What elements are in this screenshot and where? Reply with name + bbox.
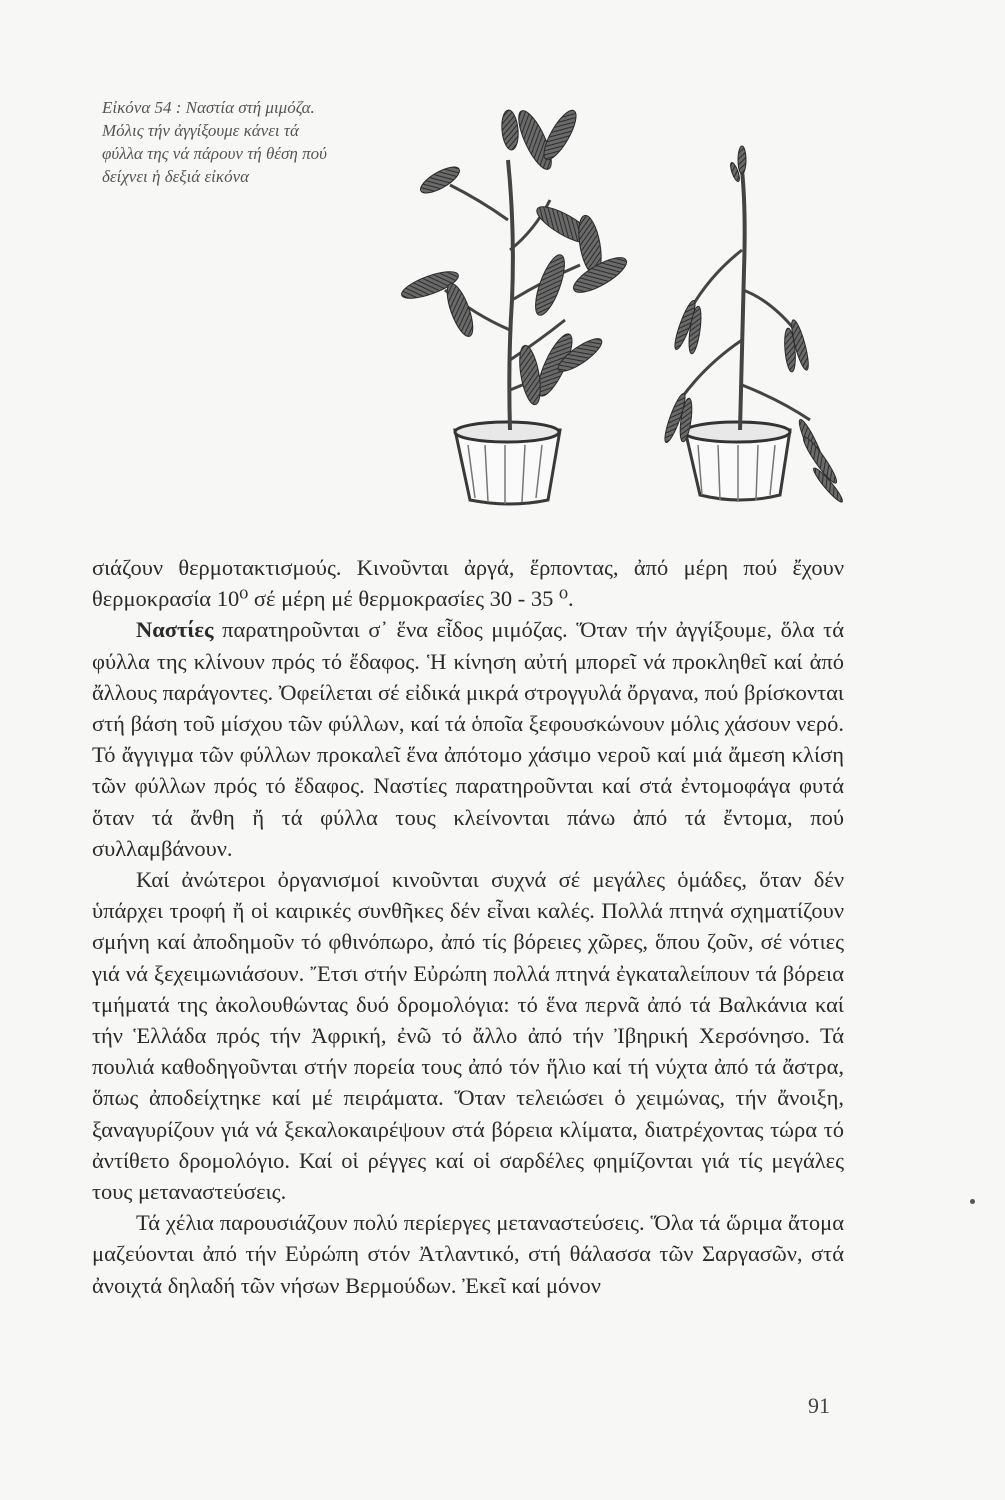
page-number: 91	[808, 1393, 830, 1418]
figure-caption: Εἰκόνα 54 : Ναστία στή μιμόζα. Μόλις τήν ἀγγίξουμε κάνει τά φύλλα της νά πάρουν τή θέση πού δείχνει ἡ δεξιά εἰκόνα	[102, 98, 327, 186]
paragraph-2	[92, 614, 844, 864]
paragraph-2-text: παρατηροῦνται σ᾽ ἕνα εἶδος μιμόζας. Ὅταν τήν ἀγγίξουμε, ὅλα τά φύλλα της κλίνουν πρός τό ἔδαφος. Ἡ κίνηση αὐτή μπορεῖ νά προκληθεῖ καί ἀπό ἄλλους παράγοντες. Ὀφείλεται σέ εἰδικά μικρά στρογγυλά ὄργανα, πού βρίσκονται στή βάση τοῦ μίσχου τῶν φύλλων, καί τά ὁποῖα ξεφουσκώνουν μόλις χάσουν νερό. Τό ἄγγιγμα τῶν φύλλων προκαλεῖ ἕνα ἀπότομο χάσιμο νεροῦ καί μιά ἄμεση κλίση τῶν φύλλων πρός τό ἔδαφος. Ναστίες παρατηροῦνται καί στά ἐντομοφάγα φυτά ὅταν τά ἄνθη ἤ τά φύλλα τους κλείνονται πάνω ἀπό τά ἔντομα, πού συλλαμβάνουν.	[92, 617, 844, 861]
margin-dot-mark	[970, 1199, 975, 1204]
paragraph-4: Τά χέλια παρουσιάζουν πολύ περίεργες μεταναστεύσεις. Ὅλα τά ὥριμα ἄτομα μαζεύονται ἀπό τήν Εὐρώπη στόν Ἀτλαντικό, στή θάλασσα τῶν Σαργασῶν, στά ἀνοιχτά δηλαδή τῶν νήσων Βερμούδων. Ἐκεῖ καί μόνον	[92, 1210, 844, 1298]
mimosa-plant-drawing-icon	[350, 100, 850, 520]
term-nasties: Ναστίες	[136, 617, 214, 643]
body-text	[92, 552, 844, 1301]
paragraph-1: σιάζουν θερμοτακτισμούς. Κινοῦνται ἀργά, ἕρποντας, ἀπό μέρη πού ἔχουν θερμοκρασία 10⁰ σέ μέρη μέ θερμοκρασίες 30 - 35 ⁰.	[92, 555, 844, 612]
paragraph-3: Καί ἀνώτεροι ὀργανισμοί κινοῦνται συχνά σέ μεγάλες ὁμάδες, ὅταν δέν ὑπάρχει τροφή ἤ οἱ καιρικές συνθῆκες δέν εἶναι καλές. Πολλά πτηνά σχηματίζουν σμήνη καί ἀποδημοῦν τό φθινόπωρο, ἀπό τίς βόρειες χῶρες, ὅπου ζοῦν, σέ νότιες γιά νά ξεχειμωνιάσουν. Ἔτσι στήν Εὐρώπη πολλά πτηνά ἐγκαταλείπουν τά βόρεια τμήματά της ἀκολουθώντας δυό δρομολόγια: τό ἕνα περνᾶ ἀπό τά Βαλκάνια καί τήν Ἑλλάδα πρός τήν Ἀφρική, ἐνῶ τό ἄλλο ἀπό τήν Ἰβηρική Χερσόνησο. Τά πουλιά καθοδηγοῦνται στήν πορεία τους ἀπό τόν ἥλιο καί τή νύχτα ἀπό τά ἄστρα, ὅπως ἀποδείχτηκε καί μέ πειράματα. Ὅταν τελειώσει ὁ χειμώνας, τήν ἄνοιξη, ξαναγυρίζουν γιά νά ξεκαλοκαιρέψουν στά βόρεια κλίματα, διατρέχοντας τώρα τό ἀντίθετο δρομολόγιο. Καί οἱ ρέγγες καί οἱ σαρδέλες φημίζονται γιά τίς μεγάλες τους μεταναστεύσεις.	[92, 867, 844, 1205]
